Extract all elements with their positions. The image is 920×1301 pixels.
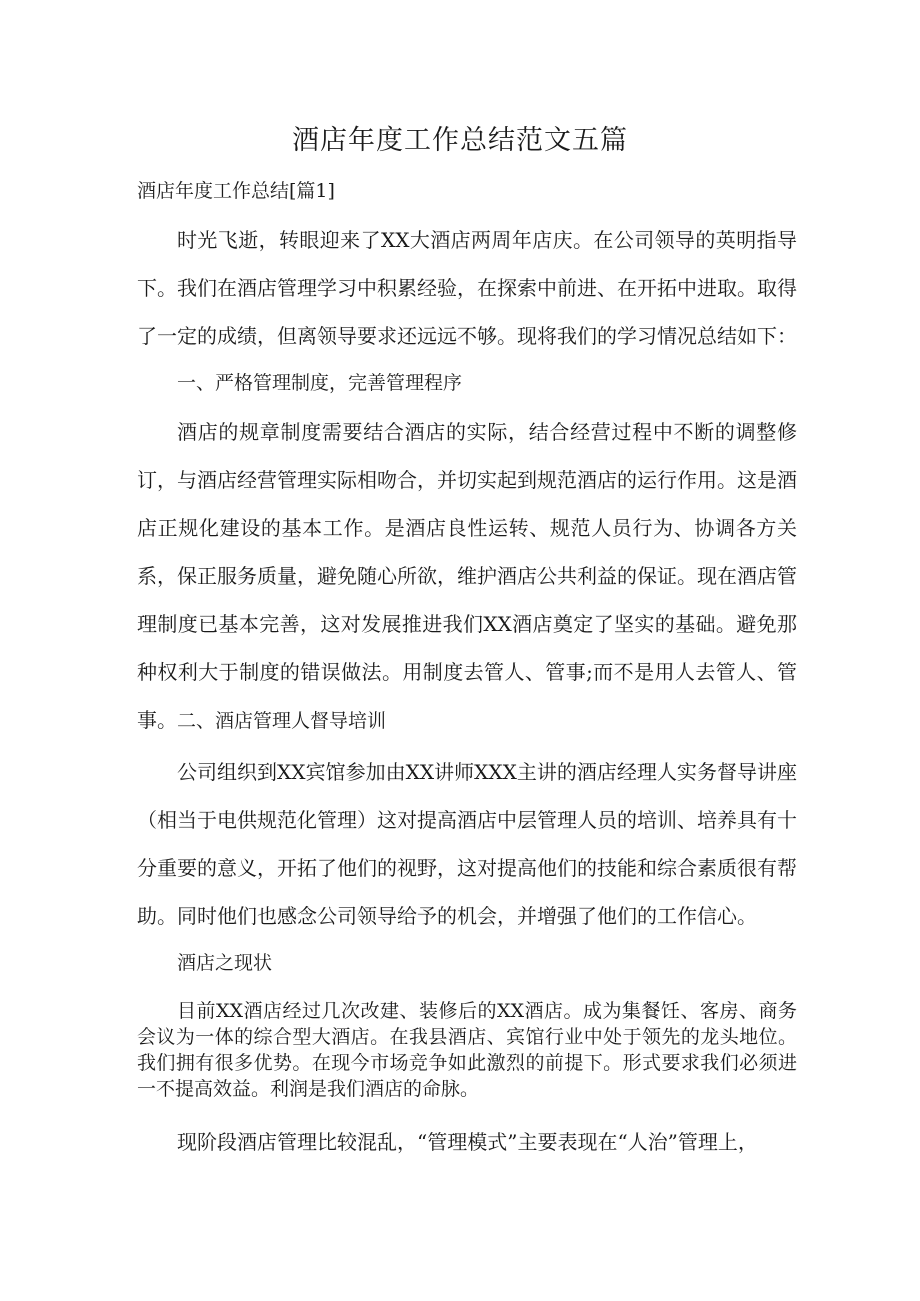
heading-strict-management: 一、严格管理制度，完善管理程序: [177, 372, 463, 394]
paragraph-intro: 时光飞逝，转眼迎来了XX大酒店两周年店庆。在公司领导的英明指导下。我们在酒店管理学习中积累经验，在探索中前进、在开拓中进取。取得了一定的成绩，但离领导要求还远远不够。现将我们的学习情况总结如下：: [137, 228, 797, 348]
document-title: 酒店年度工作总结范文五篇: [292, 125, 628, 156]
heading-manager-training: 二、酒店管理人督导培训: [177, 710, 387, 732]
paragraph-status: 目前XX酒店经过几次改建、装修后的XX酒店。成为集餐饪、客房、商务会议为一体的综合型大酒店。在我县酒店、宾馆行业中处于领先的龙头地位。我们拥有很多优势。在现今市场竞争如此激烈的前提下。形式要求我们必须进一不提高效益。利润是我们酒店的命脉。: [137, 1000, 797, 1100]
heading-hotel-status: 酒店之现状: [177, 952, 273, 974]
section-title: 酒店年度工作总结[篇1]: [137, 180, 335, 202]
paragraph-management-chaos: 现阶段酒店管理比较混乱，“管理模式”主要表现在“人治”管理上，: [177, 1130, 758, 1154]
paragraph-training: 公司组织到XX宾馆参加由XX讲师XXX主讲的酒店经理人实务督导讲座（相当于电供规范化管理）这对提高酒店中层管理人员的培训、培养具有十分重要的意义，开拓了他们的视野，这对提高他们的技能和综合素质很有帮助。同时他们也感念公司领导给予的机会，并增强了他们的工作信心。: [137, 760, 797, 928]
paragraph-rules: 酒店的规章制度需要结合酒店的实际，结合经营过程中不断的调整修订，与酒店经营管理实际相吻合，并切实起到规范酒店的运行作用。这是酒店正规化建设的基本工作。是酒店良性运转、规范人员行为、协调各方关系，保正服务质量，避免随心所欲，维护酒店公共利益的保证。现在酒店管理制度已基本完善，这对发展推进我们XX酒店奠定了坚实的基础。避免那种权利大于制度的错误做法。用制度去管人、管事;而不是用人去管人、管事。: [137, 420, 797, 732]
